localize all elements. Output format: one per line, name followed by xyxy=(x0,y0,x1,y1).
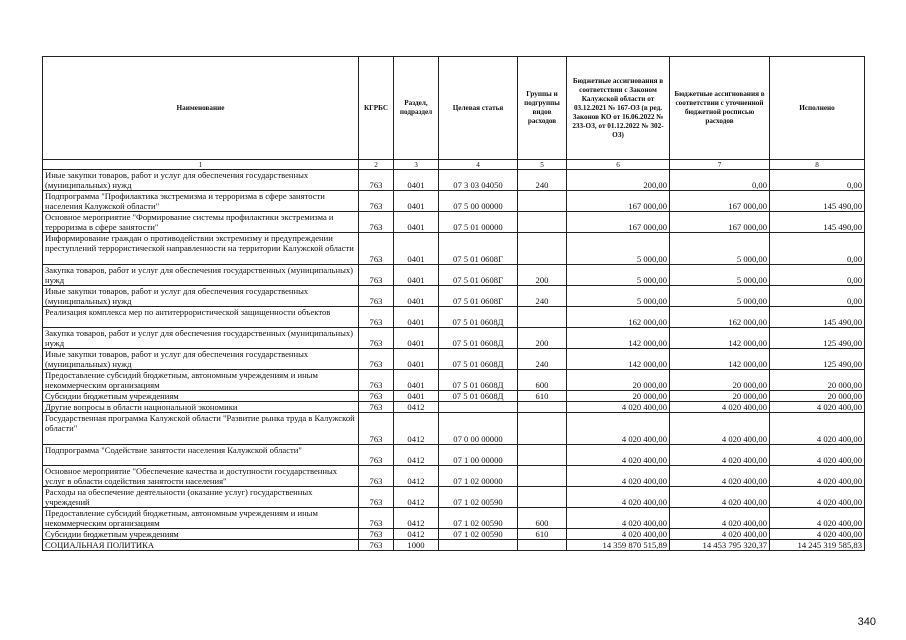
row-kgrbs: 763 xyxy=(359,466,394,487)
row-section: 0412 xyxy=(394,508,439,529)
row-approved: 4 020 400,00 xyxy=(567,445,670,466)
row-executed: 125 490,00 xyxy=(770,349,865,370)
row-refined: 167 000,00 xyxy=(670,212,770,233)
row-refined: 5 000,00 xyxy=(670,233,770,265)
row-target: 07 5 01 0608Г xyxy=(439,286,518,307)
row-executed: 0,00 xyxy=(770,233,865,265)
row-section: 0401 xyxy=(394,370,439,391)
table-row xyxy=(43,391,865,402)
row-group: 240 xyxy=(518,170,567,191)
row-refined: 5 000,00 xyxy=(670,286,770,307)
row-target xyxy=(439,540,518,551)
table-row xyxy=(43,212,865,233)
row-name: Основное мероприятие "Формирование системы профилактики экстремизма и терроризма в сфере занятости" xyxy=(43,212,359,233)
row-approved: 20 000,00 xyxy=(567,370,670,391)
row-group xyxy=(518,466,567,487)
row-section: 0412 xyxy=(394,445,439,466)
row-target: 07 1 02 00590 xyxy=(439,529,518,540)
table-row xyxy=(43,349,865,370)
row-kgrbs: 763 xyxy=(359,487,394,508)
column-number: 1 xyxy=(43,160,359,170)
row-kgrbs: 763 xyxy=(359,349,394,370)
row-group: 200 xyxy=(518,328,567,349)
header-kgrbs: КГРБС xyxy=(359,57,394,160)
row-target: 07 5 01 0608Г xyxy=(439,233,518,265)
row-group xyxy=(518,212,567,233)
row-executed: 145 490,00 xyxy=(770,212,865,233)
row-group: 610 xyxy=(518,529,567,540)
row-section: 0401 xyxy=(394,349,439,370)
table-row xyxy=(43,508,865,529)
row-refined: 4 020 400,00 xyxy=(670,445,770,466)
row-executed: 145 490,00 xyxy=(770,307,865,328)
row-target: 07 1 00 00000 xyxy=(439,445,518,466)
row-approved: 167 000,00 xyxy=(567,212,670,233)
row-target: 07 5 01 0608Г xyxy=(439,265,518,286)
row-section: 0401 xyxy=(394,307,439,328)
row-section: 0412 xyxy=(394,402,439,413)
row-name: Иные закупки товаров, работ и услуг для обеспечения государственных (муниципальных) нужд xyxy=(43,349,359,370)
row-refined: 4 020 400,00 xyxy=(670,466,770,487)
row-group xyxy=(518,402,567,413)
row-name: Закупка товаров, работ и услуг для обеспечения государственных (муниципальных) нужд xyxy=(43,265,359,286)
table-row xyxy=(43,466,865,487)
row-kgrbs: 763 xyxy=(359,540,394,551)
row-group xyxy=(518,307,567,328)
row-target xyxy=(439,402,518,413)
header-section: Раздел, подраздел xyxy=(394,57,439,160)
row-group: 600 xyxy=(518,508,567,529)
column-number: 4 xyxy=(439,160,518,170)
table-row xyxy=(43,487,865,508)
row-kgrbs: 763 xyxy=(359,445,394,466)
column-number-row xyxy=(43,160,865,170)
row-target: 07 1 02 00000 xyxy=(439,466,518,487)
table-row xyxy=(43,265,865,286)
row-kgrbs: 763 xyxy=(359,307,394,328)
header-name: Наименование xyxy=(43,57,359,160)
row-name: Иные закупки товаров, работ и услуг для обеспечения государственных (муниципальных) нужд xyxy=(43,286,359,307)
row-approved: 142 000,00 xyxy=(567,328,670,349)
column-number: 8 xyxy=(770,160,865,170)
row-approved: 4 020 400,00 xyxy=(567,529,670,540)
page-number: 340 xyxy=(857,616,876,628)
row-refined: 4 020 400,00 xyxy=(670,413,770,445)
row-target: 07 5 01 0608Д xyxy=(439,391,518,402)
row-name: Субсидии бюджетным учреждениям xyxy=(43,529,359,540)
row-executed: 4 020 400,00 xyxy=(770,508,865,529)
table-row xyxy=(43,540,865,551)
row-executed: 0,00 xyxy=(770,286,865,307)
row-name: Информирование граждан о противодействии экстремизму и предупреждении преступлений террористической направленности на территории Калужской области xyxy=(43,233,359,265)
row-approved: 20 000,00 xyxy=(567,391,670,402)
column-number: 2 xyxy=(359,160,394,170)
row-name: Иные закупки товаров, работ и услуг для обеспечения государственных (муниципальных) нужд xyxy=(43,170,359,191)
row-approved: 142 000,00 xyxy=(567,349,670,370)
row-refined: 142 000,00 xyxy=(670,328,770,349)
row-executed: 14 245 319 585,83 xyxy=(770,540,865,551)
row-section: 0412 xyxy=(394,466,439,487)
row-group: 600 xyxy=(518,370,567,391)
row-executed: 4 020 400,00 xyxy=(770,445,865,466)
row-kgrbs: 763 xyxy=(359,370,394,391)
row-kgrbs: 763 xyxy=(359,402,394,413)
row-executed: 20 000,00 xyxy=(770,370,865,391)
row-section: 0401 xyxy=(394,170,439,191)
table-row xyxy=(43,402,865,413)
row-group xyxy=(518,233,567,265)
row-name: Другие вопросы в области национальной экономики xyxy=(43,402,359,413)
row-name: Государственная программа Калужской области "Развитие рынка труда в Калужской области" xyxy=(43,413,359,445)
row-kgrbs: 763 xyxy=(359,508,394,529)
header-executed: Исполнено xyxy=(770,57,865,160)
row-kgrbs: 763 xyxy=(359,233,394,265)
row-target: 07 5 01 00000 xyxy=(439,212,518,233)
row-approved: 4 020 400,00 xyxy=(567,402,670,413)
row-name: Закупка товаров, работ и услуг для обеспечения государственных (муниципальных) нужд xyxy=(43,328,359,349)
row-kgrbs: 763 xyxy=(359,191,394,212)
row-approved: 5 000,00 xyxy=(567,286,670,307)
row-approved: 4 020 400,00 xyxy=(567,487,670,508)
row-refined: 142 000,00 xyxy=(670,349,770,370)
row-refined: 20 000,00 xyxy=(670,391,770,402)
table-row xyxy=(43,170,865,191)
header-target: Целевая статья xyxy=(439,57,518,160)
row-name: Реализация комплекса мер по антитеррористической защищенности объектов xyxy=(43,307,359,328)
row-executed: 0,00 xyxy=(770,170,865,191)
row-approved: 200,00 xyxy=(567,170,670,191)
row-name: Подпрограмма "Содействие занятости населения Калужской области" xyxy=(43,445,359,466)
row-executed: 125 490,00 xyxy=(770,328,865,349)
row-target: 07 0 00 00000 xyxy=(439,413,518,445)
row-kgrbs: 763 xyxy=(359,212,394,233)
row-section: 0401 xyxy=(394,391,439,402)
row-refined: 4 020 400,00 xyxy=(670,402,770,413)
row-target: 07 5 01 0608Д xyxy=(439,307,518,328)
row-target: 07 1 02 00590 xyxy=(439,508,518,529)
row-kgrbs: 763 xyxy=(359,170,394,191)
table-row xyxy=(43,328,865,349)
header-row xyxy=(43,57,865,160)
row-group xyxy=(518,445,567,466)
row-name: Основное мероприятие "Обеспечение качества и доступности государственных услуг в области содействия занятости населения" xyxy=(43,466,359,487)
row-refined: 20 000,00 xyxy=(670,370,770,391)
table-row xyxy=(43,307,865,328)
row-refined: 4 020 400,00 xyxy=(670,508,770,529)
row-target: 07 3 03 04050 xyxy=(439,170,518,191)
row-group xyxy=(518,191,567,212)
row-executed: 145 490,00 xyxy=(770,191,865,212)
row-target: 07 5 01 0608Д xyxy=(439,370,518,391)
row-section: 0412 xyxy=(394,413,439,445)
table-row xyxy=(43,233,865,265)
row-kgrbs: 763 xyxy=(359,529,394,540)
column-number: 7 xyxy=(670,160,770,170)
row-refined: 5 000,00 xyxy=(670,265,770,286)
row-target: 07 1 02 00590 xyxy=(439,487,518,508)
row-refined: 0,00 xyxy=(670,170,770,191)
row-executed: 4 020 400,00 xyxy=(770,402,865,413)
row-target: 07 5 00 00000 xyxy=(439,191,518,212)
row-executed: 4 020 400,00 xyxy=(770,413,865,445)
row-approved: 5 000,00 xyxy=(567,265,670,286)
budget-table xyxy=(42,56,865,551)
row-approved: 5 000,00 xyxy=(567,233,670,265)
table-row xyxy=(43,445,865,466)
row-section: 1000 xyxy=(394,540,439,551)
row-refined: 167 000,00 xyxy=(670,191,770,212)
row-group xyxy=(518,487,567,508)
row-refined: 162 000,00 xyxy=(670,307,770,328)
row-approved: 4 020 400,00 xyxy=(567,466,670,487)
row-executed: 4 020 400,00 xyxy=(770,529,865,540)
row-kgrbs: 763 xyxy=(359,328,394,349)
row-group xyxy=(518,413,567,445)
row-section: 0401 xyxy=(394,328,439,349)
row-name: СОЦИАЛЬНАЯ ПОЛИТИКА xyxy=(43,540,359,551)
row-executed: 4 020 400,00 xyxy=(770,466,865,487)
row-kgrbs: 763 xyxy=(359,265,394,286)
row-section: 0401 xyxy=(394,286,439,307)
row-executed: 0,00 xyxy=(770,265,865,286)
row-approved: 167 000,00 xyxy=(567,191,670,212)
row-approved: 4 020 400,00 xyxy=(567,508,670,529)
row-approved: 4 020 400,00 xyxy=(567,413,670,445)
table-row xyxy=(43,191,865,212)
row-name: Субсидии бюджетным учреждениям xyxy=(43,391,359,402)
column-number: 6 xyxy=(567,160,670,170)
row-executed: 20 000,00 xyxy=(770,391,865,402)
row-approved: 14 359 870 515,89 xyxy=(567,540,670,551)
table-row xyxy=(43,413,865,445)
row-group: 200 xyxy=(518,265,567,286)
row-kgrbs: 763 xyxy=(359,413,394,445)
row-section: 0401 xyxy=(394,233,439,265)
row-target: 07 5 01 0608Д xyxy=(439,328,518,349)
row-section: 0401 xyxy=(394,265,439,286)
row-section: 0412 xyxy=(394,487,439,508)
row-group: 240 xyxy=(518,286,567,307)
header-refined: Бюджетные ассигнования в соответствии с уточненной бюджетной росписью расходов xyxy=(670,57,770,160)
table-row xyxy=(43,370,865,391)
row-section: 0401 xyxy=(394,212,439,233)
row-approved: 162 000,00 xyxy=(567,307,670,328)
row-section: 0401 xyxy=(394,191,439,212)
row-group: 240 xyxy=(518,349,567,370)
header-approved: Бюджетные ассигнования в соответствии с Законом Калужской области от 03.12.2021 № 167-ОЗ (в ред. Законов КО от 16.06.2022 № 233-ОЗ, от 01.12.2022 № 302-ОЗ) xyxy=(567,57,670,160)
table-row xyxy=(43,286,865,307)
row-refined: 14 453 795 320,37 xyxy=(670,540,770,551)
row-group: 610 xyxy=(518,391,567,402)
row-kgrbs: 763 xyxy=(359,286,394,307)
row-name: Предоставление субсидий бюджетным, автономным учреждениям и иным некоммерческим организациям xyxy=(43,508,359,529)
table-row xyxy=(43,529,865,540)
row-executed: 4 020 400,00 xyxy=(770,487,865,508)
row-refined: 4 020 400,00 xyxy=(670,529,770,540)
row-section: 0412 xyxy=(394,529,439,540)
header-groups: Группы и подгруппы видов расходов xyxy=(518,57,567,160)
row-name: Предоставление субсидий бюджетным, автономным учреждениям и иным некоммерческим организациям xyxy=(43,370,359,391)
column-number: 5 xyxy=(518,160,567,170)
column-number: 3 xyxy=(394,160,439,170)
row-target: 07 5 01 0608Д xyxy=(439,349,518,370)
row-group xyxy=(518,540,567,551)
row-name: Расходы на обеспечение деятельности (оказание услуг) государственных учреждений xyxy=(43,487,359,508)
row-kgrbs: 763 xyxy=(359,391,394,402)
row-refined: 4 020 400,00 xyxy=(670,487,770,508)
row-name: Подпрограмма "Профилактика экстремизма и терроризма в сфере занятости населения Калужской области" xyxy=(43,191,359,212)
